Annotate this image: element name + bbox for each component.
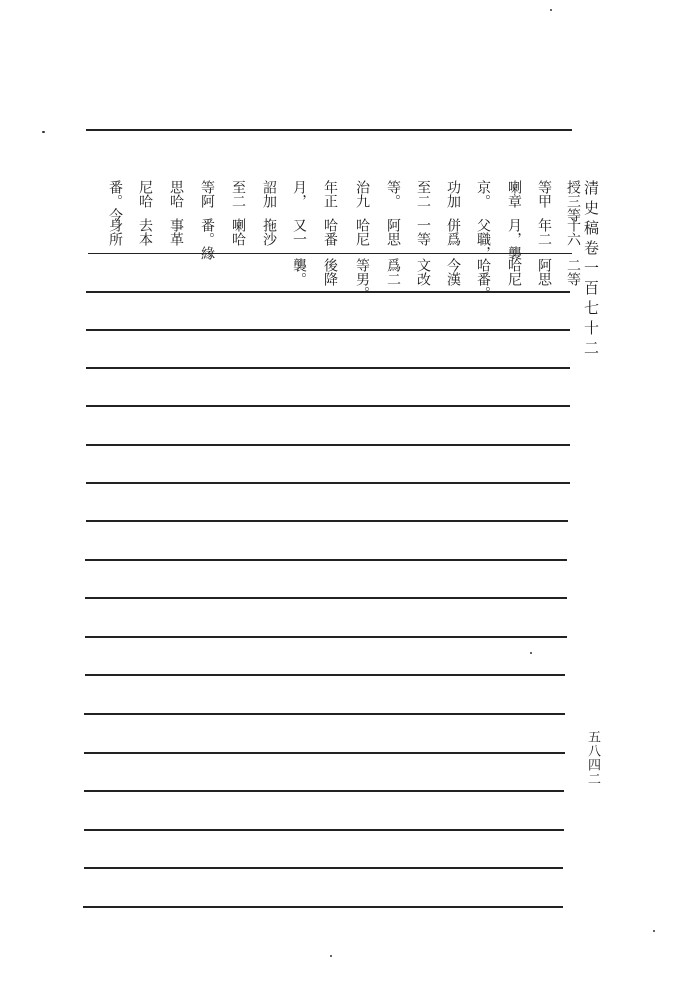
table-cell: 至二 [230,180,246,208]
table-cell: 番。今 [107,180,123,222]
table-cell: 等甲 [536,180,552,208]
table-cell: 爲二 [385,258,401,286]
scan-speck [550,9,552,11]
running-title: 清史稿卷一百七十二 [582,180,600,360]
empty-row-rule [85,559,567,561]
table-cell: 年正 [322,180,338,208]
table-cell: 身所 [107,218,123,246]
table-cell: 尼哈 [137,180,153,208]
table-cell: 治九 [354,180,370,208]
empty-row-rule [84,867,563,869]
empty-row-rule [86,444,570,446]
empty-row-rule [86,329,570,331]
table-cell: 番。緣 [199,218,215,260]
empty-row-rule [85,636,567,638]
table-cell: 授三等 [565,180,581,222]
empty-row-rule [86,520,568,522]
table-cell: 詔加 [261,180,277,208]
empty-row-rule [85,597,567,599]
empty-row-rule [86,482,570,484]
table-cell: 功加 [445,180,461,208]
table-cell: 阿思 [385,218,401,246]
scan-speck [653,930,655,932]
empty-row-rule [85,674,565,676]
table-cell: 拖沙 [261,218,277,246]
table-cell: 哈番。 [475,258,491,300]
table-cell: 哈番 [322,218,338,246]
table-cell: 一等 [415,218,431,246]
table-cell: 十六 [565,218,581,246]
scan-speck [330,955,332,957]
table-cell: 哈尼 [506,258,522,286]
scan-speck [530,652,532,654]
table-cell: 京。 [475,180,491,208]
empty-row-rule [84,752,565,754]
table-top-rule [86,129,572,131]
page-number: 五八四二 [585,730,600,786]
table-cell: 併爲 [445,218,461,246]
table-cell: 月，襲 [506,218,522,260]
table-cell: 襲。 [291,258,307,286]
table-cell: 喇章 [506,180,522,208]
empty-row-rule [86,405,570,407]
table-cell: 今漢 [445,258,461,286]
empty-row-rule [84,713,565,715]
table-cell: 等男。 [354,258,370,300]
table-cell: 哈尼 [354,218,370,246]
table-cell: 文改 [415,258,431,286]
table-bottom-rule [83,906,563,908]
row-divider-2 [86,291,570,293]
table-cell: 至二 [415,180,431,208]
table-cell: 思哈 [168,180,184,208]
empty-row-rule [86,367,570,369]
table-cell: 阿思 [536,258,552,286]
table-cell: 又一 [291,218,307,246]
table-cell: 月， [291,180,307,208]
table-cell: 二等 [565,258,581,286]
table-cell: 父職， [475,218,491,260]
table-cell: 等。 [385,180,401,208]
table-cell: 事革 [168,218,184,246]
table-cell: 等阿 [199,180,215,208]
scan-speck [42,131,45,133]
table-cell: 年二 [536,218,552,246]
empty-row-rule [84,790,564,792]
table-cell: 去本 [137,218,153,246]
table-cell: 後降 [322,258,338,286]
empty-row-rule [84,829,564,831]
table-cell: 喇哈 [230,218,246,246]
